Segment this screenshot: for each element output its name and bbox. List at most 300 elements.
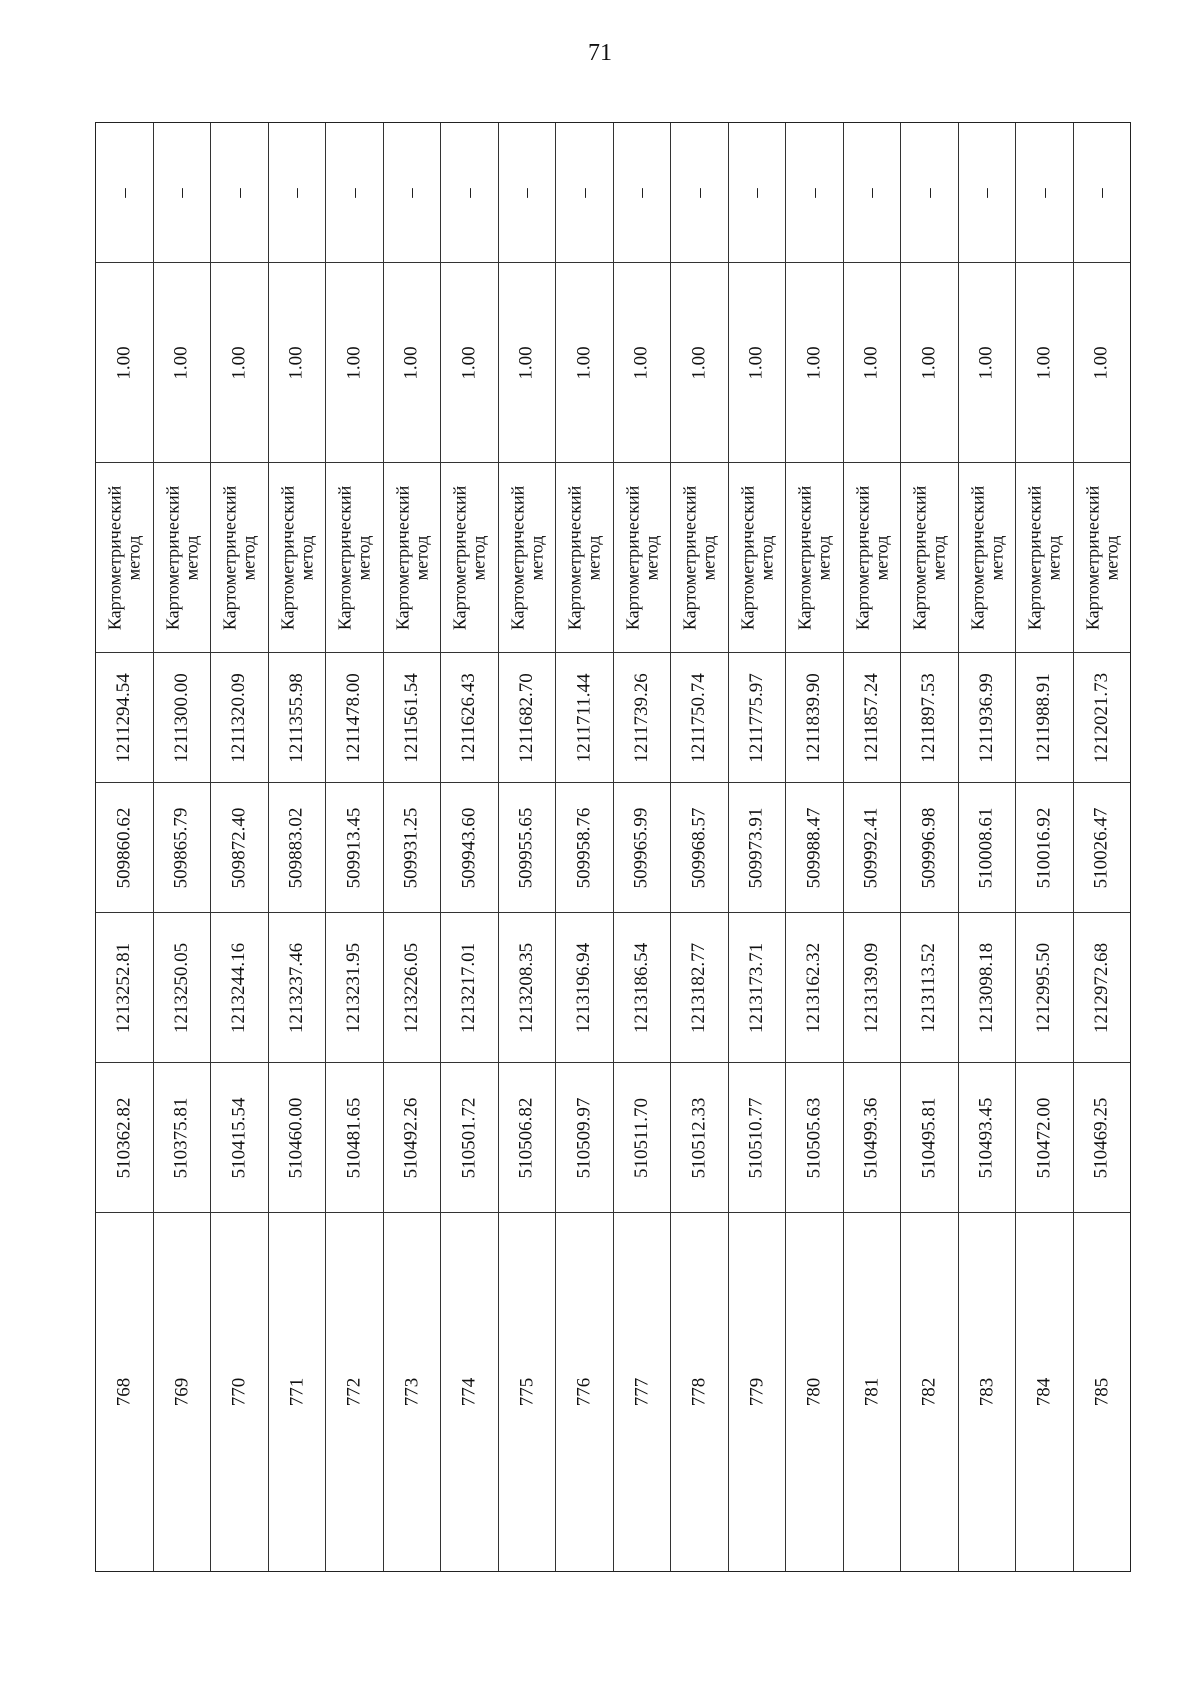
cell-x2	[384, 783, 441, 913]
method-line-2: метод	[468, 535, 489, 580]
cell-y2-text: 1211750.74	[688, 672, 710, 763]
cell-method	[384, 463, 441, 653]
method-text	[163, 485, 201, 629]
cell-method	[211, 463, 268, 653]
cell-x2-text: 510008.61	[975, 807, 997, 888]
cell-accuracy-text: 1.00	[400, 345, 422, 380]
cell-x1	[1016, 1063, 1073, 1213]
cell-accuracy	[154, 263, 211, 463]
cell-y2-text: 1211478.00	[343, 672, 365, 763]
method-line-1: Картометрический	[966, 485, 987, 630]
cell-method	[671, 463, 728, 653]
method-line-1: Картометрический	[161, 485, 182, 630]
method-text	[278, 485, 316, 629]
cell-y1	[614, 913, 671, 1063]
cell-method	[96, 463, 153, 653]
cell-x2	[729, 783, 786, 913]
cell-accuracy-text: 1.00	[860, 345, 882, 380]
cell-number	[959, 1213, 1016, 1570]
cell-x1	[671, 1063, 728, 1213]
cell-y1-text: 1213244.16	[228, 942, 250, 1033]
cell-note	[671, 123, 728, 263]
cell-note-text: –	[1033, 187, 1055, 198]
cell-y1	[844, 913, 901, 1063]
cell-y2-text: 1211739.26	[630, 672, 652, 763]
table-row	[556, 123, 614, 1571]
cell-number	[786, 1213, 843, 1570]
cell-accuracy-text: 1.00	[343, 345, 365, 380]
method-line-1: Картометрический	[909, 485, 930, 630]
cell-y2	[269, 653, 326, 783]
cell-note-text: –	[630, 187, 652, 198]
coordinates-table	[95, 122, 1131, 1572]
cell-accuracy	[901, 263, 958, 463]
cell-note	[211, 123, 268, 263]
cell-x1-text: 510512.33	[688, 1097, 710, 1178]
cell-x1	[441, 1063, 498, 1213]
cell-note-text: –	[343, 187, 365, 198]
cell-x1-text: 510469.25	[1090, 1097, 1112, 1178]
method-line-2: метод	[583, 535, 604, 580]
cell-y2-text: 1211626.43	[458, 672, 480, 763]
cell-note-text: –	[573, 187, 595, 198]
table-row	[901, 123, 959, 1571]
method-text	[393, 485, 431, 629]
cell-note	[556, 123, 613, 263]
cell-y1-text: 1213208.35	[515, 942, 537, 1033]
cell-y2	[441, 653, 498, 783]
method-line-1: Картометрический	[506, 485, 527, 630]
cell-y1	[959, 913, 1016, 1063]
cell-x2	[96, 783, 153, 913]
table-row	[384, 123, 442, 1571]
cell-accuracy	[1016, 263, 1073, 463]
cell-y1-text: 1213237.46	[285, 942, 307, 1033]
table-row	[211, 123, 269, 1571]
table-row	[96, 123, 154, 1571]
cell-method	[1074, 463, 1131, 653]
cell-accuracy-text: 1.00	[630, 345, 652, 380]
method-text	[335, 485, 373, 629]
cell-x1-text: 510510.77	[745, 1097, 767, 1178]
cell-method	[614, 463, 671, 653]
cell-note-text: –	[1090, 187, 1112, 198]
cell-y2	[154, 653, 211, 783]
cell-x1	[154, 1063, 211, 1213]
cell-x1	[326, 1063, 383, 1213]
cell-method	[326, 463, 383, 653]
cell-x2	[211, 783, 268, 913]
method-line-2: метод	[1043, 535, 1064, 580]
method-line-2: метод	[295, 535, 316, 580]
cell-method	[556, 463, 613, 653]
cell-x1	[499, 1063, 556, 1213]
method-text	[508, 485, 546, 629]
cell-number-text: 774	[458, 1377, 480, 1406]
cell-x2	[154, 783, 211, 913]
cell-y1-text: 1213162.32	[803, 942, 825, 1033]
cell-number-text: 778	[688, 1377, 710, 1406]
method-line-1: Картометрический	[736, 485, 757, 630]
method-line-1: Картометрический	[1024, 485, 1045, 630]
cell-y1	[671, 913, 728, 1063]
cell-number	[556, 1213, 613, 1570]
table-row	[786, 123, 844, 1571]
cell-x2-text: 509996.98	[918, 807, 940, 888]
cell-y1-text: 1213217.01	[458, 942, 480, 1033]
cell-x2-text: 509968.57	[688, 807, 710, 888]
cell-note-text: –	[918, 187, 940, 198]
cell-y2-text: 1211355.98	[285, 672, 307, 763]
cell-x1-text: 510472.00	[1033, 1097, 1055, 1178]
method-line-2: метод	[698, 535, 719, 580]
cell-x1	[614, 1063, 671, 1213]
cell-x1-text: 510499.36	[860, 1097, 882, 1178]
cell-number	[154, 1213, 211, 1570]
cell-y2	[556, 653, 613, 783]
method-line-2: метод	[813, 535, 834, 580]
cell-note-text: –	[860, 187, 882, 198]
table-row	[959, 123, 1017, 1571]
cell-y1-text: 1212972.68	[1090, 942, 1112, 1033]
cell-number-text: 773	[400, 1377, 422, 1406]
cell-number	[499, 1213, 556, 1570]
cell-x1-text: 510495.81	[918, 1097, 940, 1178]
cell-accuracy-text: 1.00	[573, 345, 595, 380]
cell-number-text: 784	[1033, 1377, 1055, 1406]
cell-number	[96, 1213, 153, 1570]
cell-note-text: –	[285, 187, 307, 198]
cell-note	[384, 123, 441, 263]
cell-note	[959, 123, 1016, 263]
cell-method	[844, 463, 901, 653]
cell-x1	[211, 1063, 268, 1213]
method-line-2: метод	[928, 535, 949, 580]
cell-x2-text: 509958.76	[573, 807, 595, 888]
cell-x2	[786, 783, 843, 913]
cell-number-text: 770	[228, 1377, 250, 1406]
cell-x2-text: 509883.02	[285, 807, 307, 888]
cell-accuracy	[1074, 263, 1131, 463]
cell-number	[844, 1213, 901, 1570]
cell-method	[269, 463, 326, 653]
cell-x2-text: 510026.47	[1090, 807, 1112, 888]
cell-accuracy	[96, 263, 153, 463]
cell-x1	[901, 1063, 958, 1213]
cell-x2	[1016, 783, 1073, 913]
cell-number	[671, 1213, 728, 1570]
method-line-2: метод	[180, 535, 201, 580]
cell-x1	[1074, 1063, 1131, 1213]
cell-x1	[556, 1063, 613, 1213]
cell-x1	[729, 1063, 786, 1213]
cell-accuracy	[211, 263, 268, 463]
cell-accuracy	[844, 263, 901, 463]
cell-number-text: 780	[803, 1377, 825, 1406]
method-line-2: метод	[1100, 535, 1121, 580]
method-text	[680, 485, 718, 629]
cell-note	[326, 123, 383, 263]
cell-y1-text: 1213250.05	[170, 942, 192, 1033]
cell-x2	[901, 783, 958, 913]
cell-note-text: –	[113, 187, 135, 198]
cell-y2	[1074, 653, 1131, 783]
method-text	[738, 485, 776, 629]
cell-accuracy	[326, 263, 383, 463]
cell-accuracy-text: 1.00	[228, 345, 250, 380]
cell-number-text: 768	[113, 1377, 135, 1406]
cell-method	[154, 463, 211, 653]
cell-note	[96, 123, 153, 263]
cell-x1-text: 510362.82	[113, 1097, 135, 1178]
cell-y2	[959, 653, 1016, 783]
cell-method	[786, 463, 843, 653]
cell-y2-text: 1211775.97	[745, 672, 767, 763]
cell-y2	[901, 653, 958, 783]
method-text	[450, 485, 488, 629]
cell-number	[1074, 1213, 1131, 1570]
cell-y1	[1074, 913, 1131, 1063]
cell-x2	[326, 783, 383, 913]
cell-y2	[1016, 653, 1073, 783]
cell-number	[729, 1213, 786, 1570]
cell-y2	[384, 653, 441, 783]
cell-number	[211, 1213, 268, 1570]
cell-note	[901, 123, 958, 263]
cell-y1-text: 1213196.94	[573, 942, 595, 1033]
method-text	[795, 485, 833, 629]
cell-y1	[786, 913, 843, 1063]
cell-y1-text: 1212995.50	[1033, 942, 1055, 1033]
cell-y1	[499, 913, 556, 1063]
cell-method	[499, 463, 556, 653]
cell-y1-text: 1213252.81	[113, 942, 135, 1033]
method-line-1: Картометрический	[219, 485, 240, 630]
table-row	[326, 123, 384, 1571]
cell-y1-text: 1213186.54	[630, 942, 652, 1033]
cell-x2-text: 509913.45	[343, 807, 365, 888]
cell-accuracy-text: 1.00	[975, 345, 997, 380]
method-line-1: Картометрический	[334, 485, 355, 630]
cell-number	[269, 1213, 326, 1570]
cell-x2-text: 509872.40	[228, 807, 250, 888]
cell-y2	[786, 653, 843, 783]
cell-note	[786, 123, 843, 263]
cell-y2-text: 1211711.44	[573, 673, 595, 762]
method-line-1: Картометрический	[851, 485, 872, 630]
cell-y2-text: 1211682.70	[515, 672, 537, 763]
cell-y2-text: 1212021.73	[1090, 672, 1112, 763]
table-row	[844, 123, 902, 1571]
cell-note	[614, 123, 671, 263]
cell-number-text: 769	[170, 1377, 192, 1406]
cell-number	[384, 1213, 441, 1570]
cell-y1	[326, 913, 383, 1063]
cell-accuracy	[269, 263, 326, 463]
method-text	[565, 485, 603, 629]
cell-y2	[211, 653, 268, 783]
method-text	[968, 485, 1006, 629]
cell-y1	[154, 913, 211, 1063]
cell-note-text: –	[745, 187, 767, 198]
cell-y2	[729, 653, 786, 783]
cell-note-text: –	[458, 187, 480, 198]
cell-x1-text: 510492.26	[400, 1097, 422, 1178]
cell-x2-text: 509943.60	[458, 807, 480, 888]
cell-y2-text: 1211936.99	[975, 672, 997, 763]
cell-y1	[384, 913, 441, 1063]
cell-x2-text: 509965.99	[630, 807, 652, 888]
method-text	[1025, 485, 1063, 629]
cell-number-text: 781	[860, 1377, 882, 1406]
cell-x1	[959, 1063, 1016, 1213]
cell-note-text: –	[170, 187, 192, 198]
cell-note	[269, 123, 326, 263]
cell-x2-text: 509860.62	[113, 807, 135, 888]
cell-x1	[844, 1063, 901, 1213]
table-row	[1074, 123, 1131, 1571]
cell-note	[154, 123, 211, 263]
cell-accuracy	[556, 263, 613, 463]
cell-accuracy-text: 1.00	[1033, 345, 1055, 380]
cell-note	[441, 123, 498, 263]
method-line-1: Картометрический	[564, 485, 585, 630]
method-line-2: метод	[238, 535, 259, 580]
cell-y1	[729, 913, 786, 1063]
cell-accuracy	[499, 263, 556, 463]
cell-y1	[211, 913, 268, 1063]
cell-y2	[96, 653, 153, 783]
cell-y1-text: 1213182.77	[688, 942, 710, 1033]
method-line-2: метод	[525, 535, 546, 580]
method-line-1: Картометрический	[794, 485, 815, 630]
cell-y1	[269, 913, 326, 1063]
cell-y2-text: 1211294.54	[113, 672, 135, 763]
method-line-2: метод	[755, 535, 776, 580]
table-row	[441, 123, 499, 1571]
cell-y2-text: 1211320.09	[228, 672, 250, 763]
cell-note	[1074, 123, 1131, 263]
method-line-1: Картометрический	[276, 485, 297, 630]
cell-number-text: 785	[1090, 1377, 1112, 1406]
method-line-1: Картометрический	[104, 485, 125, 630]
cell-y1-text: 1213139.09	[860, 942, 882, 1033]
cell-x2	[844, 783, 901, 913]
cell-y1-text: 1213173.71	[745, 942, 767, 1033]
cell-x1-text: 510506.82	[515, 1097, 537, 1178]
cell-x2-text: 509931.25	[400, 807, 422, 888]
method-text	[1083, 485, 1121, 629]
cell-x2	[959, 783, 1016, 913]
cell-y2	[671, 653, 728, 783]
method-text	[220, 485, 258, 629]
cell-y2-text: 1211857.24	[860, 672, 882, 763]
method-line-1: Картометрический	[449, 485, 470, 630]
cell-method	[1016, 463, 1073, 653]
cell-y1	[96, 913, 153, 1063]
cell-accuracy	[959, 263, 1016, 463]
table-row	[671, 123, 729, 1571]
cell-y1-text: 1213113.52	[918, 942, 940, 1033]
cell-number	[901, 1213, 958, 1570]
method-text	[105, 485, 143, 629]
cell-number	[441, 1213, 498, 1570]
cell-note-text: –	[975, 187, 997, 198]
cell-method	[959, 463, 1016, 653]
cell-x1-text: 510481.65	[343, 1097, 365, 1178]
table-row	[269, 123, 327, 1571]
cell-accuracy-text: 1.00	[1090, 345, 1112, 380]
cell-x2-text: 509988.47	[803, 807, 825, 888]
cell-x1-text: 510460.00	[285, 1097, 307, 1178]
cell-y2	[326, 653, 383, 783]
cell-y1	[556, 913, 613, 1063]
cell-note-text: –	[228, 187, 250, 198]
cell-y1	[441, 913, 498, 1063]
page-number: 71	[588, 40, 612, 66]
cell-number-text: 777	[630, 1377, 652, 1406]
cell-x2-text: 509955.65	[515, 807, 537, 888]
cell-number-text: 779	[745, 1377, 767, 1406]
cell-y2-text: 1211839.90	[803, 672, 825, 763]
cell-number	[614, 1213, 671, 1570]
cell-accuracy-text: 1.00	[918, 345, 940, 380]
cell-note-text: –	[515, 187, 537, 198]
cell-note-text: –	[400, 187, 422, 198]
cell-accuracy	[671, 263, 728, 463]
table-row	[499, 123, 557, 1571]
cell-accuracy-text: 1.00	[745, 345, 767, 380]
cell-x1-text: 510501.72	[458, 1097, 480, 1178]
cell-x2-text: 509865.79	[170, 807, 192, 888]
cell-x1	[384, 1063, 441, 1213]
cell-accuracy	[729, 263, 786, 463]
cell-x2-text: 509992.41	[860, 807, 882, 888]
method-line-2: метод	[870, 535, 891, 580]
cell-number-text: 772	[343, 1377, 365, 1406]
cell-x1-text: 510509.97	[573, 1097, 595, 1178]
cell-method	[441, 463, 498, 653]
method-text	[623, 485, 661, 629]
cell-accuracy-text: 1.00	[515, 345, 537, 380]
cell-y2-text: 1211988.91	[1033, 672, 1055, 763]
cell-x2-text: 509973.91	[745, 807, 767, 888]
cell-accuracy-text: 1.00	[803, 345, 825, 380]
cell-x2	[499, 783, 556, 913]
cell-x1-text: 510375.81	[170, 1097, 192, 1178]
cell-number-text: 776	[573, 1377, 595, 1406]
cell-y2-text: 1211561.54	[400, 672, 422, 763]
cell-number-text: 771	[285, 1377, 307, 1406]
cell-note	[499, 123, 556, 263]
cell-accuracy-text: 1.00	[113, 345, 135, 380]
cell-y2	[499, 653, 556, 783]
cell-x2	[671, 783, 728, 913]
cell-accuracy	[441, 263, 498, 463]
cell-number	[1016, 1213, 1073, 1570]
method-line-1: Картометрический	[679, 485, 700, 630]
cell-y2	[614, 653, 671, 783]
table-row	[1016, 123, 1074, 1571]
cell-accuracy	[786, 263, 843, 463]
cell-x1	[786, 1063, 843, 1213]
cell-method	[729, 463, 786, 653]
cell-y1	[901, 913, 958, 1063]
cell-note-text: –	[803, 187, 825, 198]
cell-note	[1016, 123, 1073, 263]
cell-y1	[1016, 913, 1073, 1063]
cell-y2-text: 1211300.00	[170, 672, 192, 763]
